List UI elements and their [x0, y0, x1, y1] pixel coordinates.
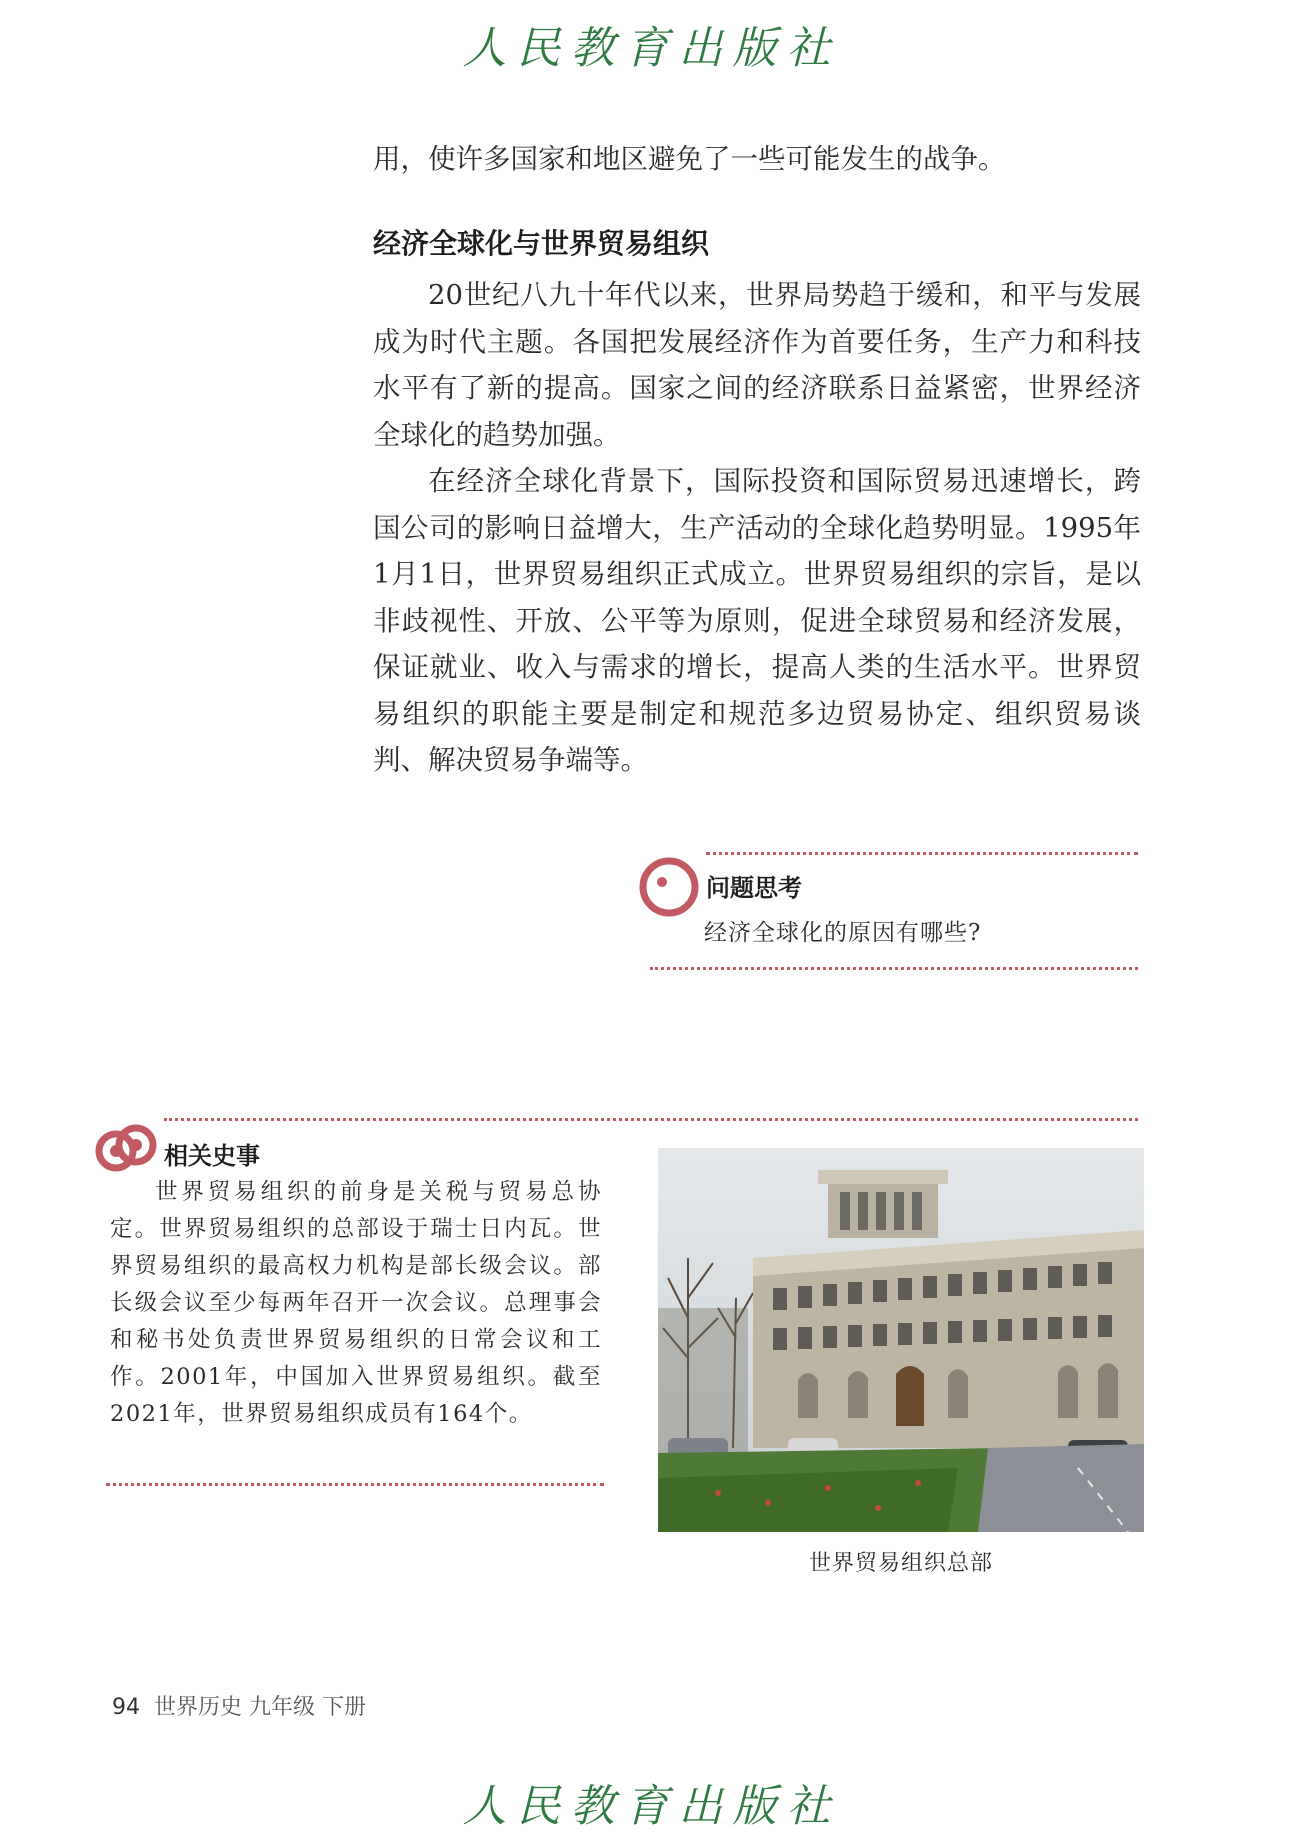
history-box-text: 世界贸易组织的前身是关税与贸易总协定。世界贸易组织的总部设于瑞士日内瓦。世界贸易组织的最高权力机构是部长级会议。部长级会议至少每两年召开一次会议。总理事会和秘书处负责世界贸易组织的日常会议和工作。2001年，中国加入世界贸易组织。截至2021年，世界贸易组织成员有164个。 — [110, 1179, 602, 1427]
think-box-title: 问题思考 — [706, 874, 802, 902]
related-history-box — [92, 1110, 604, 1486]
dotted-divider — [106, 1483, 604, 1486]
page-footer — [112, 1690, 366, 1721]
think-question-box — [638, 852, 1138, 970]
history-box-title: 相关史事 — [164, 1142, 260, 1170]
double-swirl-icon — [92, 1115, 160, 1183]
section-heading: 经济全球化与世界贸易组织 — [373, 227, 710, 260]
body-paragraph — [373, 136, 1141, 183]
body-paragraph: 20世纪八九十年代以来，世界局势趋于缓和，和平与发展成为时代主题。各国把发展经济作为首要任务，生产力和科技水平有了新的提高。国家之间的经济联系日益紧密，世界经济全球化的趋势加强。 — [373, 279, 1141, 451]
photo-caption: 世界贸易组织总部 — [808, 1551, 993, 1576]
dotted-divider — [706, 852, 1138, 855]
page-number: 94 — [112, 1695, 140, 1720]
publisher-watermark-bottom: 人民教育出版社 — [462, 1781, 841, 1832]
dotted-divider — [164, 1118, 1138, 1121]
body-paragraph: 在经济全球化背景下，国际投资和国际贸易迅速增长，跨国公司的影响日益增大，生产活动的全球化趋势明显。1995年1月1日，世界贸易组织正式成立。世界贸易组织的宗旨，是以非歧视性、开放、公平等为原则，促进全球贸易和经济发展，保证就业、收入与需求的增长，提高人类的生活水平。世界贸易组织的职能主要是制定和规范多边贸易协定、组织贸易谈判、解决贸易争端等。 — [373, 465, 1141, 776]
publisher-watermark-top: 人民教育出版社 — [462, 23, 841, 74]
body-text-block — [373, 272, 1141, 784]
think-box-question: 经济全球化的原因有哪些? — [704, 920, 982, 946]
wto-headquarters-photo — [658, 1148, 1144, 1532]
book-title: 世界历史 九年级 下册 — [154, 1695, 366, 1720]
think-bubble-icon — [638, 856, 700, 918]
dotted-divider — [650, 967, 1138, 970]
paragraph-continuation: 用，使许多国家和地区避免了一些可能发生的战争。 — [373, 143, 1006, 175]
